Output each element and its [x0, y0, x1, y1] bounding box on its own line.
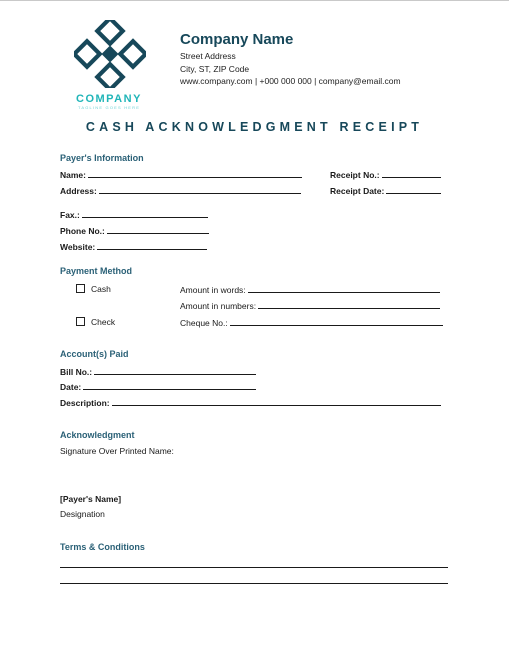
receipt-no-field[interactable] — [330, 169, 441, 180]
receipt-date-label: Receipt Date: — [330, 186, 385, 196]
account-date-line[interactable] — [83, 381, 256, 390]
company-logo-icon — [74, 20, 146, 88]
check-label: Check — [91, 317, 116, 327]
payer-address-label: Address: — [60, 186, 97, 196]
website-label: Website: — [60, 242, 96, 252]
logo-wordmark: COMPANY — [76, 93, 142, 105]
receipt-date-field[interactable] — [330, 185, 441, 196]
phone-line[interactable] — [107, 225, 209, 234]
website-line[interactable] — [97, 241, 207, 250]
contact-line: www.company.com | +000 000 000 | company@email.com — [180, 76, 401, 86]
receipt-no-label: Receipt No.: — [330, 170, 380, 180]
payer-designation: Designation — [60, 509, 105, 519]
phone-field[interactable] — [60, 225, 209, 236]
logo-tagline: TAGLINE GOES HERE — [78, 105, 141, 110]
account-date-field[interactable] — [60, 381, 256, 392]
payer-address-line[interactable] — [99, 185, 301, 194]
terms-line-2[interactable] — [60, 583, 448, 584]
top-border — [0, 0, 509, 1]
check-checkbox[interactable] — [76, 317, 85, 326]
payer-name-line[interactable] — [88, 169, 302, 178]
website-field[interactable] — [60, 241, 207, 252]
fax-line[interactable] — [82, 209, 208, 218]
street-address: Street Address — [180, 51, 236, 61]
cash-checkbox[interactable] — [76, 284, 85, 293]
description-field[interactable] — [60, 397, 441, 408]
terms-line-1[interactable] — [60, 567, 448, 568]
description-line[interactable] — [112, 397, 441, 406]
payer-printed-name: [Payer's Name] — [60, 494, 122, 504]
amount-numbers-field[interactable] — [180, 300, 440, 311]
cash-label: Cash — [91, 284, 111, 294]
cheque-no-line[interactable] — [230, 317, 443, 326]
phone-label: Phone No.: — [60, 226, 105, 236]
amount-numbers-line[interactable] — [258, 300, 440, 309]
document-title: CASH ACKNOWLEDGMENT RECEIPT — [85, 120, 424, 134]
amount-numbers-label: Amount in numbers: — [180, 301, 257, 311]
amount-words-field[interactable] — [180, 284, 440, 295]
company-name: Company Name — [180, 31, 294, 48]
amount-words-line[interactable] — [248, 284, 440, 293]
cheque-no-field[interactable] — [180, 317, 443, 328]
bill-no-line[interactable] — [94, 366, 256, 375]
section-terms: Terms & Conditions — [60, 542, 145, 552]
receipt-no-line[interactable] — [382, 169, 441, 178]
signature-label: Signature Over Printed Name: — [60, 446, 174, 456]
bill-no-label: Bill No.: — [60, 367, 93, 377]
section-payment-method: Payment Method — [60, 266, 133, 276]
fax-field[interactable] — [60, 209, 208, 220]
cheque-no-label: Cheque No.: — [180, 318, 228, 328]
section-acknowledgment: Acknowledgment — [60, 430, 135, 440]
payer-name-field[interactable] — [60, 169, 302, 180]
section-accounts-paid: Account(s) Paid — [60, 349, 129, 359]
city-state-zip: City, ST, ZIP Code — [180, 64, 250, 74]
bill-no-field[interactable] — [60, 366, 256, 377]
cash-option[interactable] — [76, 284, 111, 294]
check-option[interactable] — [76, 317, 115, 327]
section-payer-info: Payer's Information — [60, 153, 144, 163]
receipt-date-line[interactable] — [386, 185, 441, 194]
payer-name-label: Name: — [60, 170, 86, 180]
fax-label: Fax.: — [60, 210, 80, 220]
amount-words-label: Amount in words: — [180, 285, 246, 295]
payer-address-field[interactable] — [60, 185, 301, 196]
description-label: Description: — [60, 398, 110, 408]
account-date-label: Date: — [60, 382, 82, 392]
